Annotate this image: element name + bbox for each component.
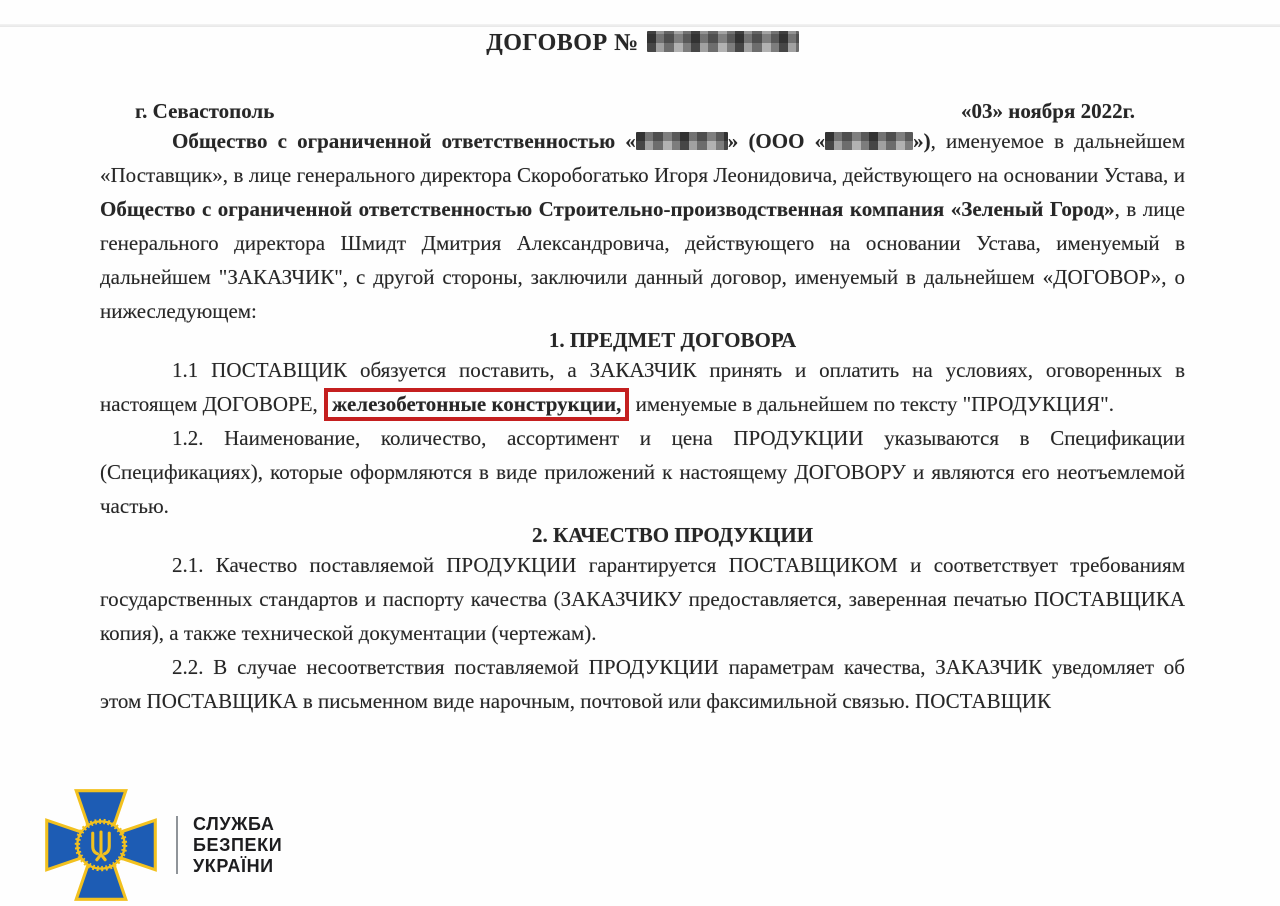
contract-title bbox=[100, 30, 1185, 57]
preamble-paragraph bbox=[100, 124, 1185, 328]
org-name-line-1: СЛУЖБА bbox=[193, 813, 275, 834]
contract-number-redaction bbox=[647, 31, 799, 52]
date-label: «03» ноября 2022г. bbox=[960, 99, 1135, 123]
red-highlight-box: железобетонные конструкции, bbox=[324, 388, 629, 421]
supplier-short-name-redaction bbox=[825, 132, 913, 150]
customer-legal-name: Общество с ограниченной ответственностью Строительно-производственная компания «Зеленый Город» bbox=[100, 197, 1115, 221]
city-label: г. Севастополь bbox=[135, 99, 275, 123]
closing-quote-bracket: ») bbox=[913, 129, 931, 153]
ooo-abbreviation: » (ООО « bbox=[727, 129, 826, 153]
clause-1-2: 1.2. Наименование, количество, ассортимент и цена ПРОДУКЦИИ указываются в Спецификации (Спецификациях), которые оформляются в виде приложений к настоящему ДОГОВОРУ и являются его неотъемлемой частью. bbox=[100, 426, 1185, 518]
clause-2-2: 2.2. В случае несоответствия поставляемой ПРОДУКЦИИ параметрам качества, ЗАКАЗЧИК уведомляет об этом ПОСТАВЩИКА в письменном виде нарочным, почтовой или факсимильной связью. ПОСТАВЩИК bbox=[100, 655, 1185, 713]
clause-1-1-text-1: 1.1 ПОСТАВЩИК обязуется поставить, а ЗАКАЗЧИК принять и оплатить на условиях, оговоренных в настоящем ДОГОВОРЕ, bbox=[100, 358, 1185, 416]
logo-divider bbox=[176, 816, 178, 874]
section-1-heading: 1. ПРЕДМЕТ ДОГОВОРА bbox=[548, 328, 797, 352]
section-2-heading: 2. КАЧЕСТВО ПРОДУКЦИИ bbox=[531, 523, 814, 547]
supplier-name-redaction bbox=[636, 132, 728, 150]
preamble-text-1: , именуемое в дальнейшем «Поставщик», в лице генерального директора Скоробогатько Игоря Леонидовича, действующего на основании Устава, и bbox=[100, 129, 1185, 187]
sbu-org-name bbox=[193, 814, 282, 877]
clause-1-1-text-2: именуемые в дальнейшем по тексту "ПРОДУКЦИЯ". bbox=[630, 392, 1114, 416]
city-date-row bbox=[100, 99, 1185, 124]
org-name-line-3: УКРАЇНИ bbox=[193, 855, 274, 876]
contract-title-text: ДОГОВОР № bbox=[486, 30, 639, 56]
sbu-cross-icon bbox=[42, 786, 160, 904]
org-name-line-2: БЕЗПЕКИ bbox=[193, 834, 283, 855]
clause-1-1 bbox=[100, 353, 1185, 421]
preamble-text-2: , в лице генерального директора Шмидт Дмитрия Александровича, действующего на основании Устава, именуемый в дальнейшем "ЗАКАЗЧИК", с другой стороны, заключили данный договор, именуемый в дальнейшем «ДОГОВОР», о нижеследующем: bbox=[100, 197, 1185, 323]
sbu-logo bbox=[42, 786, 282, 904]
supplier-legal-name: Общество с ограниченной ответственностью « bbox=[172, 129, 636, 153]
clause-2-1: 2.1. Качество поставляемой ПРОДУКЦИИ гарантируется ПОСТАВЩИКОМ и соответствует требованиям государственных стандартов и паспорту качества (ЗАКАЗЧИКУ предоставляется, заверенная печатью ПОСТАВЩИКА копия), а также технической документации (чертежам). bbox=[100, 553, 1185, 645]
